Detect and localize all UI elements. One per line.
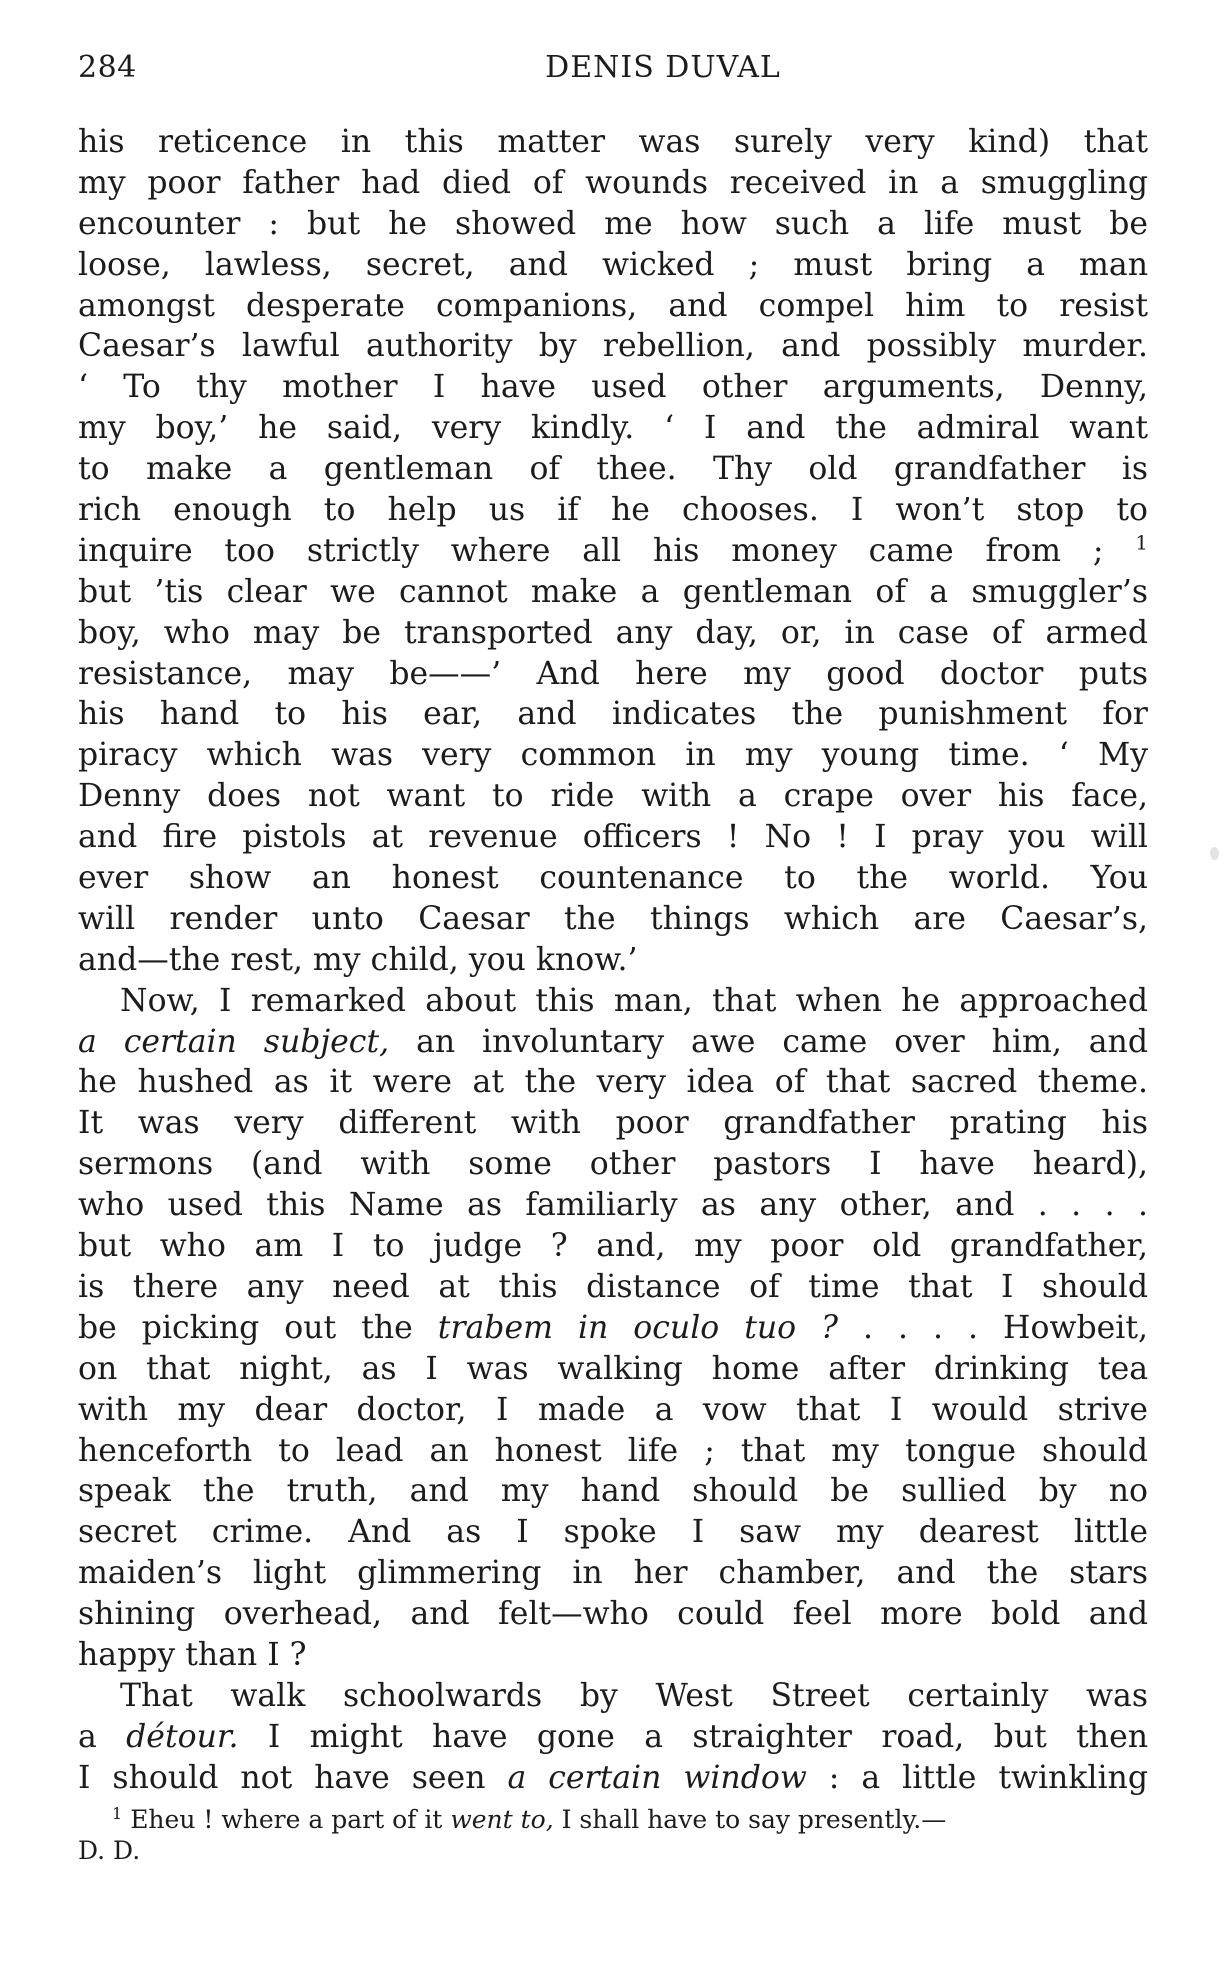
text-segment: . . . . Howbeit, [863,1309,1149,1346]
text-line: will render unto Caesar the things which are Caesar’s, [78,900,1148,937]
text-line: he hushed as it were at the very idea of that sacred theme. [78,1064,1148,1101]
text-line: and—the rest, my child, you know.’ [78,941,638,978]
text-line: who used this Name as familiarly as any other, and . . . . [78,1187,1148,1224]
text-segment: a [78,1718,97,1755]
footnote-signature: D. D. [78,1836,141,1865]
footnote-text: I shall have to say presently.— [561,1805,947,1834]
footnote-line [78,1804,1148,1835]
footnote-reference: 1 [1135,530,1148,555]
text-line: is there any need at this distance of time that I should [78,1268,1148,1305]
text-line: resistance, may be——’ And here my good doctor puts [78,655,1148,692]
text-line: speak the truth, and my hand should be sullied by no [78,1473,1148,1510]
paper-speck [1210,847,1219,860]
text-line: maiden’s light glimmering in her chamber, and the stars [78,1555,1148,1592]
text-line: Denny does not want to ride with a crape over his face, [78,778,1148,815]
text-line: Now, I remarked about this man, that when he approached [120,982,1148,1019]
text-line: sermons (and with some other pastors I have heard), [78,1146,1148,1183]
body-text [78,122,1148,1799]
text-segment: I might have gone a straighter road, but then [267,1718,1148,1755]
text-line: ever show an honest countenance to the world. You [78,860,1148,897]
text-line: shining overhead, and felt—who could feel more bold and [78,1596,1148,1633]
text-segment: : a little twinkling [828,1759,1149,1796]
text-line: Caesar’s lawful authority by rebellion, and possibly murder. [78,328,1148,365]
text-line: rich enough to help us if he chooses. I won’t stop to [78,492,1148,529]
text-line: my boy,’ he said, very kindly. ‘ I and the admiral want [78,410,1148,447]
italic-phrase: a certain subject, [78,1023,390,1060]
text-line [78,1758,1148,1799]
text-line [78,1022,1148,1063]
italic-phrase: détour. [126,1718,239,1755]
footnote-marker: 1 [112,1803,123,1823]
text-line: That walk schoolwards by West Street certainly was [120,1677,1148,1714]
text-line: secret crime. And as I spoke I saw my dearest little [78,1514,1148,1551]
page-header [78,50,1148,94]
footnote-italic: went to, [450,1805,554,1834]
text-segment: I should not have seen [78,1759,486,1796]
running-title: DENIS DUVAL [545,50,781,85]
italic-phrase: a certain window [507,1759,807,1796]
text-line [78,1308,1148,1349]
text-line [78,531,1148,572]
text-line: loose, lawless, secret, and wicked ; must bring a man [78,246,1148,283]
text-line [78,1717,1148,1758]
footnote [78,1804,1148,1866]
text-line: amongst desperate companions, and compel him to resist [78,287,1148,324]
text-line: and fire pistols at revenue officers ! No ! I pray you will [78,819,1148,856]
text-line: his reticence in this matter was surely very kind) that [78,124,1148,160]
footnote-text: Eheu ! where a part of it [130,1805,443,1834]
text-line: but ’tis clear we cannot make a gentleman of a smuggler’s [78,573,1148,610]
text-segment: be picking out the [78,1309,413,1346]
text-line: on that night, as I was walking home after drinking tea [78,1350,1148,1387]
text-line: boy, who may be transported any day, or, in case of armed [78,614,1148,651]
text-line: happy than I ? [78,1636,307,1673]
text-segment: an involuntary awe came over him, and [416,1023,1149,1060]
page-number: 284 [78,50,137,85]
text-line: It was very different with poor grandfather prating his [78,1105,1148,1142]
text-line: henceforth to lead an honest life ; that my tongue should [78,1432,1148,1469]
text-line: to make a gentleman of thee. Thy old grandfather is [78,451,1148,488]
text-line: my poor father had died of wounds received in a smuggling [78,164,1148,201]
italic-phrase: trabem in oculo tuo ? [437,1309,839,1346]
text-line: with my dear doctor, I made a vow that I would strive [78,1391,1148,1428]
text-line: ‘ To thy mother I have used other arguments, Denny, [78,369,1148,406]
text-segment: inquire too strictly where all his money came from ; [78,532,1104,569]
text-line: but who am I to judge ? and, my poor old grandfather, [78,1228,1148,1265]
text-line: his hand to his ear, and indicates the punishment for [78,696,1148,733]
text-line: piracy which was very common in my young time. ‘ My [78,737,1148,774]
text-line: encounter : but he showed me how such a life must be [78,205,1148,242]
